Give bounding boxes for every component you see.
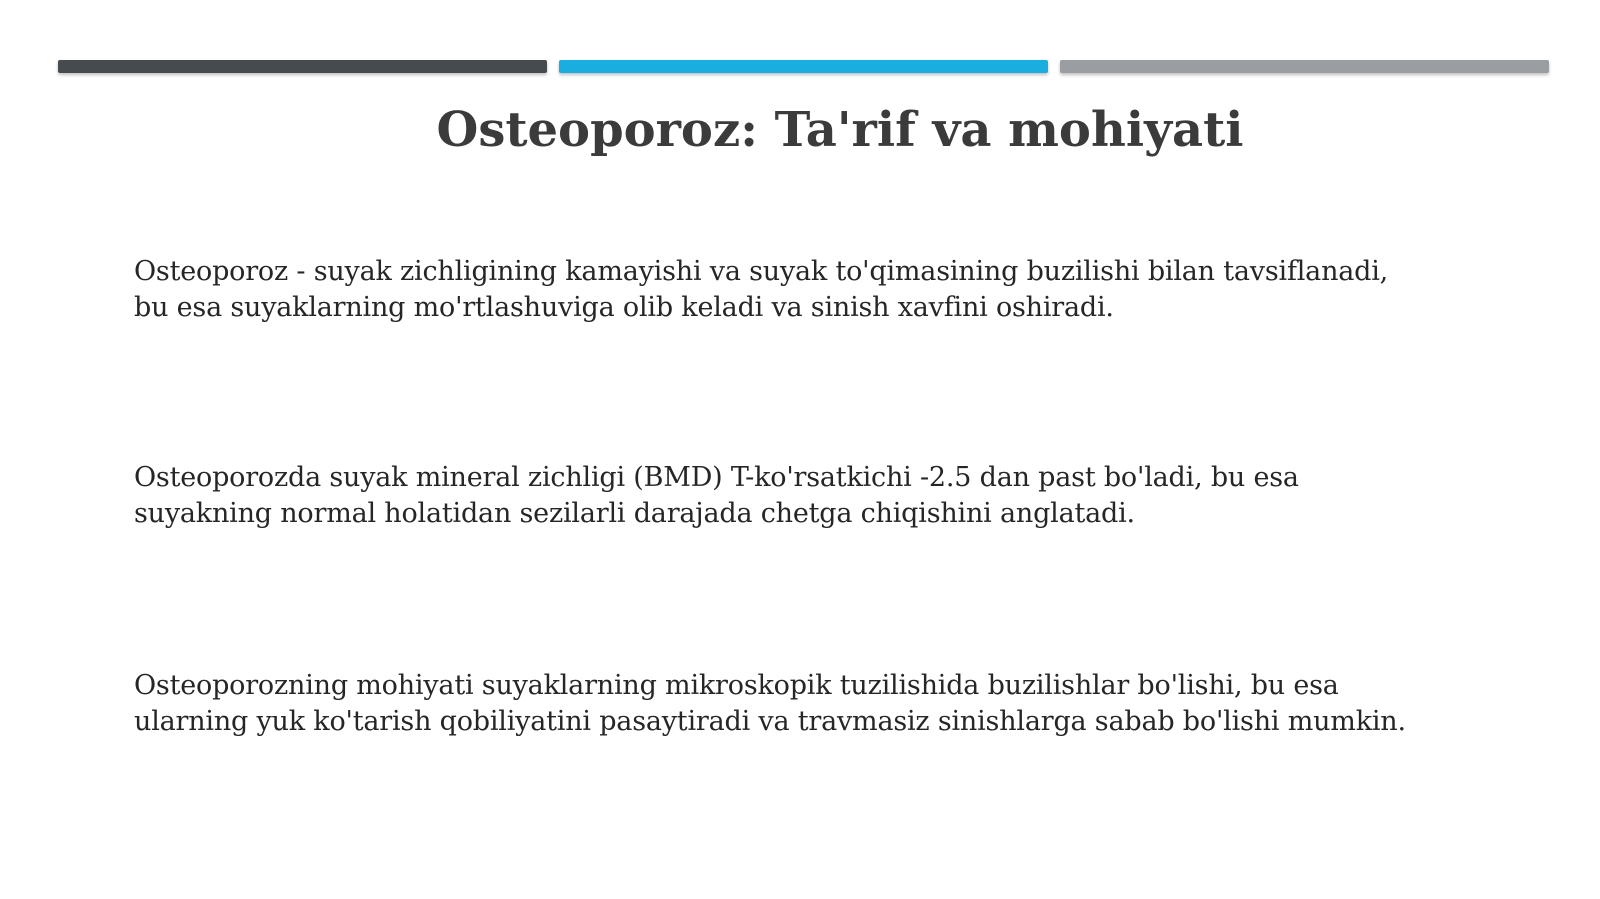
paragraph-line: suyakning normal holatidan sezilarli darajada chetga chiqishini anglatadi. [134,498,1135,529]
paragraph-line: ularning yuk ko'tarish qobiliyatini pasaytiradi va travmasiz sinishlarga sabab bo'lishi mumkin. [134,706,1406,737]
paragraph-bmd [134,460,1514,532]
paragraph-essence [134,668,1514,740]
paragraph-line: bu esa suyaklarning mo'rtlashuviga olib keladi va sinish xavfini oshiradi. [134,292,1114,323]
paragraph-line: Osteoporozda suyak mineral zichligi (BMD) T-ko'rsatkichi -2.5 dan past bo'ladi, bu esa [134,462,1299,493]
accent-bar-dark [58,60,547,73]
accent-bar-blue [559,60,1048,73]
slide-title: Osteoporoz: Ta'rif va mohiyati [436,102,1244,158]
paragraph-definition [134,254,1514,326]
paragraph-line: Osteoporozning mohiyati suyaklarning mikroskopik tuzilishida buzilishlar bo'lishi, bu esa [134,670,1339,701]
accent-bar-gray [1060,60,1549,73]
paragraph-line: Osteoporoz - suyak zichligining kamayishi va suyak to'qimasining buzilishi bilan tavsiflanadi, [134,256,1389,287]
